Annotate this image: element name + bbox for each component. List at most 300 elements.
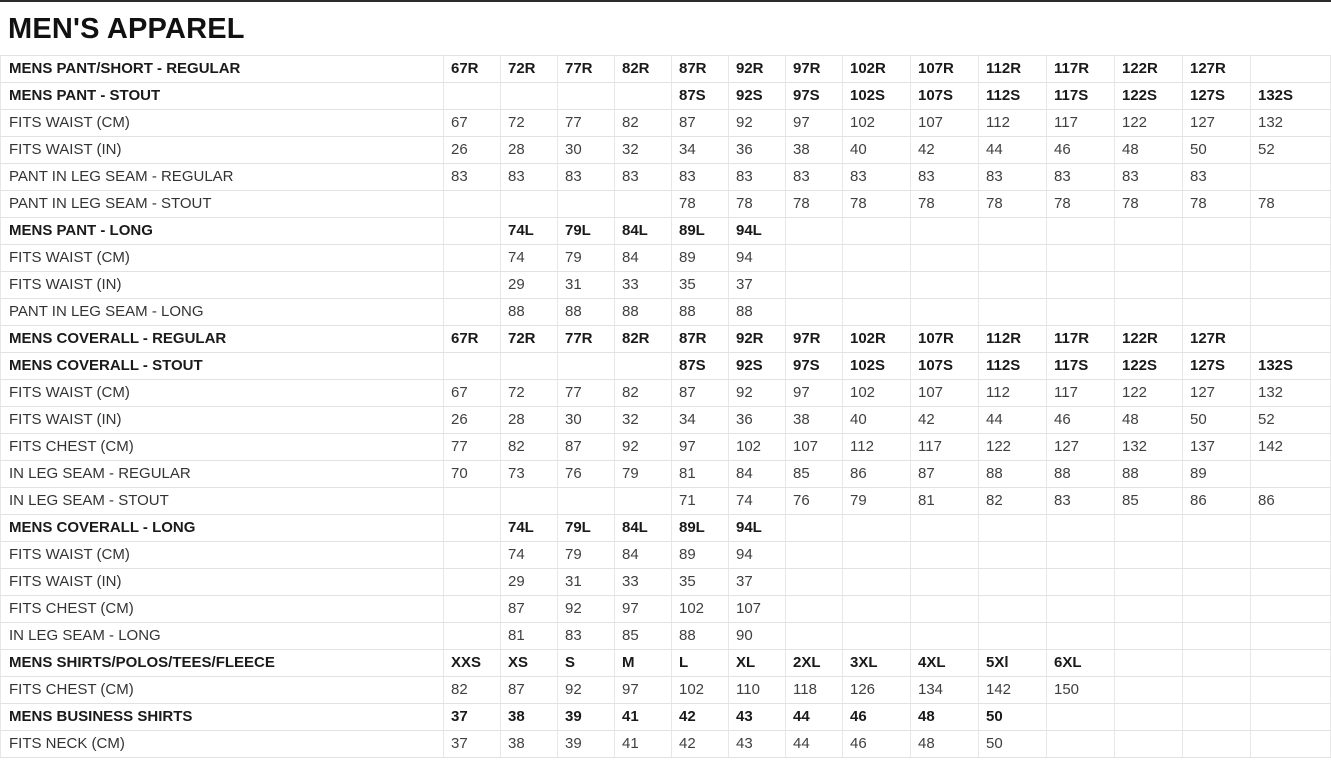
value-cell: 122: [1115, 380, 1183, 407]
value-cell: 38: [786, 407, 843, 434]
section-label: MENS PANT - LONG: [1, 218, 444, 245]
value-cell: 32: [615, 137, 672, 164]
value-cell: [1251, 596, 1331, 623]
value-cell: 117: [911, 434, 979, 461]
value-cell: [843, 596, 911, 623]
value-cell: [1115, 731, 1183, 758]
size-code-cell: [1251, 56, 1331, 83]
size-code-cell: [1047, 515, 1115, 542]
size-code-cell: 50: [979, 704, 1047, 731]
value-cell: 81: [911, 488, 979, 515]
measurement-row: [1, 191, 1331, 218]
value-cell: [1047, 623, 1115, 650]
size-code-cell: M: [615, 650, 672, 677]
value-cell: [1251, 272, 1331, 299]
value-cell: 83: [911, 164, 979, 191]
value-cell: [1115, 299, 1183, 326]
size-code-cell: 37: [444, 704, 501, 731]
value-cell: [1183, 542, 1251, 569]
value-cell: 78: [843, 191, 911, 218]
value-cell: 83: [786, 164, 843, 191]
value-cell: 42: [911, 137, 979, 164]
value-cell: 83: [979, 164, 1047, 191]
value-cell: 77: [558, 110, 615, 137]
value-cell: 79: [615, 461, 672, 488]
value-cell: 42: [911, 407, 979, 434]
size-code-cell: [1047, 218, 1115, 245]
size-code-cell: 77R: [558, 56, 615, 83]
value-cell: 94: [729, 245, 786, 272]
size-code-cell: 82R: [615, 56, 672, 83]
value-cell: 74: [729, 488, 786, 515]
value-cell: 31: [558, 272, 615, 299]
size-code-cell: [1047, 704, 1115, 731]
value-cell: 87: [672, 110, 729, 137]
value-cell: 77: [444, 434, 501, 461]
value-cell: [843, 623, 911, 650]
value-cell: [444, 569, 501, 596]
value-cell: 86: [1183, 488, 1251, 515]
value-cell: [444, 488, 501, 515]
size-code-cell: 97S: [786, 83, 843, 110]
size-code-cell: 42: [672, 704, 729, 731]
value-cell: [444, 245, 501, 272]
value-cell: [911, 299, 979, 326]
size-code-cell: 112S: [979, 353, 1047, 380]
value-cell: 88: [979, 461, 1047, 488]
section-label: MENS COVERALL - LONG: [1, 515, 444, 542]
value-cell: 87: [501, 596, 558, 623]
size-code-cell: 122S: [1115, 83, 1183, 110]
value-cell: 74: [501, 245, 558, 272]
size-table-body: [1, 56, 1331, 758]
value-cell: 46: [1047, 137, 1115, 164]
row-label: FITS WAIST (IN): [1, 137, 444, 164]
size-code-cell: S: [558, 650, 615, 677]
value-cell: [1115, 677, 1183, 704]
value-cell: 42: [672, 731, 729, 758]
value-cell: 88: [672, 623, 729, 650]
value-cell: [911, 245, 979, 272]
measurement-row: [1, 407, 1331, 434]
size-code-cell: 67R: [444, 326, 501, 353]
size-code-cell: 132S: [1251, 353, 1331, 380]
value-cell: [1115, 272, 1183, 299]
size-code-cell: [843, 515, 911, 542]
row-label: FITS WAIST (IN): [1, 569, 444, 596]
value-cell: 89: [672, 245, 729, 272]
size-code-cell: 92S: [729, 353, 786, 380]
value-cell: [444, 596, 501, 623]
value-cell: [1183, 245, 1251, 272]
size-code-cell: 127S: [1183, 83, 1251, 110]
value-cell: 92: [615, 434, 672, 461]
value-cell: 50: [1183, 137, 1251, 164]
size-code-cell: 97R: [786, 326, 843, 353]
value-cell: [1251, 461, 1331, 488]
value-cell: 88: [729, 299, 786, 326]
row-label: FITS WAIST (CM): [1, 110, 444, 137]
size-code-cell: [1251, 515, 1331, 542]
value-cell: [786, 272, 843, 299]
value-cell: 122: [1115, 110, 1183, 137]
value-cell: [979, 542, 1047, 569]
size-code-cell: [1183, 515, 1251, 542]
value-cell: 107: [911, 110, 979, 137]
size-code-cell: 92R: [729, 326, 786, 353]
value-cell: 40: [843, 137, 911, 164]
value-cell: [1251, 731, 1331, 758]
value-cell: 117: [1047, 110, 1115, 137]
size-code-cell: 87R: [672, 56, 729, 83]
value-cell: 134: [911, 677, 979, 704]
value-cell: 84: [615, 542, 672, 569]
value-cell: 79: [558, 245, 615, 272]
size-code-cell: 127R: [1183, 326, 1251, 353]
value-cell: 90: [729, 623, 786, 650]
value-cell: [501, 488, 558, 515]
value-cell: 32: [615, 407, 672, 434]
value-cell: 88: [672, 299, 729, 326]
size-code-cell: 112R: [979, 326, 1047, 353]
value-cell: 52: [1251, 407, 1331, 434]
value-cell: [501, 191, 558, 218]
value-cell: 28: [501, 407, 558, 434]
size-code-cell: 97R: [786, 56, 843, 83]
value-cell: [843, 245, 911, 272]
row-label: IN LEG SEAM - REGULAR: [1, 461, 444, 488]
measurement-row: [1, 245, 1331, 272]
value-cell: 78: [729, 191, 786, 218]
row-label: FITS WAIST (IN): [1, 272, 444, 299]
value-cell: [911, 623, 979, 650]
size-code-cell: XXS: [444, 650, 501, 677]
value-cell: 36: [729, 137, 786, 164]
value-cell: [1183, 272, 1251, 299]
value-cell: [1251, 245, 1331, 272]
measurement-row: [1, 164, 1331, 191]
value-cell: [911, 596, 979, 623]
value-cell: [1251, 164, 1331, 191]
size-chart-table: [0, 55, 1331, 758]
value-cell: [1183, 677, 1251, 704]
value-cell: 85: [786, 461, 843, 488]
value-cell: 97: [786, 380, 843, 407]
size-code-cell: 117S: [1047, 353, 1115, 380]
value-cell: [979, 569, 1047, 596]
value-cell: [615, 488, 672, 515]
value-cell: 77: [558, 380, 615, 407]
size-code-cell: XS: [501, 650, 558, 677]
size-code-cell: [911, 218, 979, 245]
value-cell: 72: [501, 380, 558, 407]
value-cell: [786, 245, 843, 272]
value-cell: 118: [786, 677, 843, 704]
value-cell: 84: [729, 461, 786, 488]
value-cell: [558, 488, 615, 515]
value-cell: 38: [501, 731, 558, 758]
section-header-row: [1, 326, 1331, 353]
value-cell: 50: [1183, 407, 1251, 434]
value-cell: 79: [843, 488, 911, 515]
row-label: FITS WAIST (CM): [1, 380, 444, 407]
value-cell: 83: [1115, 164, 1183, 191]
size-code-cell: 5Xl: [979, 650, 1047, 677]
size-code-cell: 107R: [911, 326, 979, 353]
value-cell: [979, 623, 1047, 650]
value-cell: 97: [615, 596, 672, 623]
value-cell: 92: [558, 677, 615, 704]
size-code-cell: [1115, 515, 1183, 542]
value-cell: [1047, 245, 1115, 272]
size-code-cell: 46: [843, 704, 911, 731]
measurement-row: [1, 110, 1331, 137]
value-cell: 83: [729, 164, 786, 191]
size-code-cell: [979, 218, 1047, 245]
value-cell: [911, 272, 979, 299]
size-code-cell: 132S: [1251, 83, 1331, 110]
section-label: MENS PANT/SHORT - REGULAR: [1, 56, 444, 83]
value-cell: 50: [979, 731, 1047, 758]
value-cell: 83: [615, 164, 672, 191]
value-cell: 70: [444, 461, 501, 488]
value-cell: 44: [979, 137, 1047, 164]
value-cell: [1251, 542, 1331, 569]
value-cell: 43: [729, 731, 786, 758]
size-code-cell: 94L: [729, 515, 786, 542]
value-cell: 122: [979, 434, 1047, 461]
size-code-cell: [843, 218, 911, 245]
value-cell: [843, 569, 911, 596]
value-cell: 142: [1251, 434, 1331, 461]
value-cell: [1115, 245, 1183, 272]
size-code-cell: [1251, 218, 1331, 245]
value-cell: 29: [501, 272, 558, 299]
value-cell: 34: [672, 137, 729, 164]
value-cell: [1183, 596, 1251, 623]
value-cell: 97: [615, 677, 672, 704]
value-cell: 52: [1251, 137, 1331, 164]
value-cell: [786, 596, 843, 623]
size-code-cell: 107S: [911, 83, 979, 110]
value-cell: [1251, 623, 1331, 650]
measurement-row: [1, 488, 1331, 515]
size-code-cell: 92R: [729, 56, 786, 83]
value-cell: 132: [1251, 380, 1331, 407]
value-cell: 127: [1183, 380, 1251, 407]
value-cell: 85: [1115, 488, 1183, 515]
size-code-cell: 6XL: [1047, 650, 1115, 677]
size-code-cell: 117R: [1047, 56, 1115, 83]
value-cell: 38: [786, 137, 843, 164]
section-label: MENS BUSINESS SHIRTS: [1, 704, 444, 731]
value-cell: 102: [672, 677, 729, 704]
row-label: FITS WAIST (IN): [1, 407, 444, 434]
value-cell: 28: [501, 137, 558, 164]
size-code-cell: [1251, 650, 1331, 677]
size-code-cell: [501, 353, 558, 380]
measurement-row: [1, 623, 1331, 650]
value-cell: [1251, 677, 1331, 704]
size-code-cell: 4XL: [911, 650, 979, 677]
measurement-row: [1, 542, 1331, 569]
value-cell: 82: [444, 677, 501, 704]
value-cell: 87: [672, 380, 729, 407]
value-cell: 112: [979, 110, 1047, 137]
size-code-cell: [1183, 218, 1251, 245]
value-cell: 87: [558, 434, 615, 461]
value-cell: 83: [1047, 488, 1115, 515]
size-code-cell: 79L: [558, 218, 615, 245]
size-code-cell: 2XL: [786, 650, 843, 677]
value-cell: 30: [558, 407, 615, 434]
size-code-cell: 97S: [786, 353, 843, 380]
value-cell: 87: [911, 461, 979, 488]
size-code-cell: 89L: [672, 218, 729, 245]
size-code-cell: 112S: [979, 83, 1047, 110]
value-cell: 46: [843, 731, 911, 758]
measurement-row: [1, 731, 1331, 758]
value-cell: [1115, 569, 1183, 596]
page-title: MEN'S APPAREL: [8, 13, 245, 45]
size-code-cell: [558, 353, 615, 380]
value-cell: 126: [843, 677, 911, 704]
size-code-cell: 74L: [501, 218, 558, 245]
size-code-cell: 74L: [501, 515, 558, 542]
size-code-cell: 72R: [501, 56, 558, 83]
size-code-cell: 77R: [558, 326, 615, 353]
size-code-cell: [1251, 704, 1331, 731]
value-cell: 79: [558, 542, 615, 569]
size-code-cell: 102S: [843, 83, 911, 110]
value-cell: 132: [1115, 434, 1183, 461]
section-header-row: [1, 83, 1331, 110]
row-label: PANT IN LEG SEAM - LONG: [1, 299, 444, 326]
value-cell: 127: [1183, 110, 1251, 137]
value-cell: 102: [843, 110, 911, 137]
value-cell: 92: [558, 596, 615, 623]
section-header-row: [1, 56, 1331, 83]
size-code-cell: [615, 353, 672, 380]
size-code-cell: XL: [729, 650, 786, 677]
size-code-cell: 112R: [979, 56, 1047, 83]
measurement-row: [1, 461, 1331, 488]
size-code-cell: 82R: [615, 326, 672, 353]
value-cell: 88: [615, 299, 672, 326]
size-code-cell: [786, 218, 843, 245]
value-cell: 92: [729, 380, 786, 407]
size-code-cell: 117R: [1047, 326, 1115, 353]
value-cell: 84: [615, 245, 672, 272]
value-cell: [1183, 731, 1251, 758]
value-cell: [444, 542, 501, 569]
row-label: FITS CHEST (CM): [1, 677, 444, 704]
value-cell: 83: [558, 164, 615, 191]
measurement-row: [1, 677, 1331, 704]
value-cell: 48: [1115, 407, 1183, 434]
value-cell: [979, 272, 1047, 299]
value-cell: 89: [1183, 461, 1251, 488]
value-cell: 78: [786, 191, 843, 218]
value-cell: 83: [444, 164, 501, 191]
size-code-cell: [615, 83, 672, 110]
measurement-row: [1, 569, 1331, 596]
value-cell: 83: [843, 164, 911, 191]
value-cell: 48: [1115, 137, 1183, 164]
size-code-cell: 41: [615, 704, 672, 731]
measurement-row: [1, 272, 1331, 299]
value-cell: 30: [558, 137, 615, 164]
size-code-cell: 79L: [558, 515, 615, 542]
section-label: MENS SHIRTS/POLOS/TEES/FLEECE: [1, 650, 444, 677]
value-cell: [1251, 569, 1331, 596]
value-cell: [786, 623, 843, 650]
size-code-cell: 89L: [672, 515, 729, 542]
size-code-cell: 72R: [501, 326, 558, 353]
value-cell: 33: [615, 272, 672, 299]
value-cell: 97: [786, 110, 843, 137]
section-header-row: [1, 353, 1331, 380]
size-code-cell: 107R: [911, 56, 979, 83]
size-code-cell: 127S: [1183, 353, 1251, 380]
value-cell: 117: [1047, 380, 1115, 407]
value-cell: 72: [501, 110, 558, 137]
size-code-cell: 84L: [615, 515, 672, 542]
value-cell: 81: [501, 623, 558, 650]
value-cell: [911, 569, 979, 596]
value-cell: [1115, 623, 1183, 650]
size-code-cell: 3XL: [843, 650, 911, 677]
value-cell: [1047, 542, 1115, 569]
value-cell: 78: [1115, 191, 1183, 218]
value-cell: [979, 245, 1047, 272]
value-cell: 102: [843, 380, 911, 407]
value-cell: [1115, 542, 1183, 569]
value-cell: 76: [558, 461, 615, 488]
value-cell: 35: [672, 569, 729, 596]
value-cell: 107: [786, 434, 843, 461]
size-code-cell: [558, 83, 615, 110]
size-code-cell: 122R: [1115, 56, 1183, 83]
value-cell: [1183, 569, 1251, 596]
value-cell: 29: [501, 569, 558, 596]
value-cell: 40: [843, 407, 911, 434]
value-cell: 44: [786, 731, 843, 758]
size-code-cell: [979, 515, 1047, 542]
section-header-row: [1, 218, 1331, 245]
value-cell: [979, 596, 1047, 623]
section-label: MENS COVERALL - STOUT: [1, 353, 444, 380]
row-label: IN LEG SEAM - LONG: [1, 623, 444, 650]
value-cell: [1183, 623, 1251, 650]
section-header-row: [1, 650, 1331, 677]
size-code-cell: [1183, 650, 1251, 677]
value-cell: 83: [501, 164, 558, 191]
value-cell: [1115, 596, 1183, 623]
value-cell: 85: [615, 623, 672, 650]
size-code-cell: 94L: [729, 218, 786, 245]
value-cell: [444, 299, 501, 326]
value-cell: [444, 191, 501, 218]
size-code-cell: [1115, 704, 1183, 731]
value-cell: 83: [1183, 164, 1251, 191]
value-cell: 26: [444, 137, 501, 164]
value-cell: 78: [1047, 191, 1115, 218]
value-cell: 76: [786, 488, 843, 515]
size-code-cell: 48: [911, 704, 979, 731]
value-cell: 137: [1183, 434, 1251, 461]
row-label: PANT IN LEG SEAM - STOUT: [1, 191, 444, 218]
